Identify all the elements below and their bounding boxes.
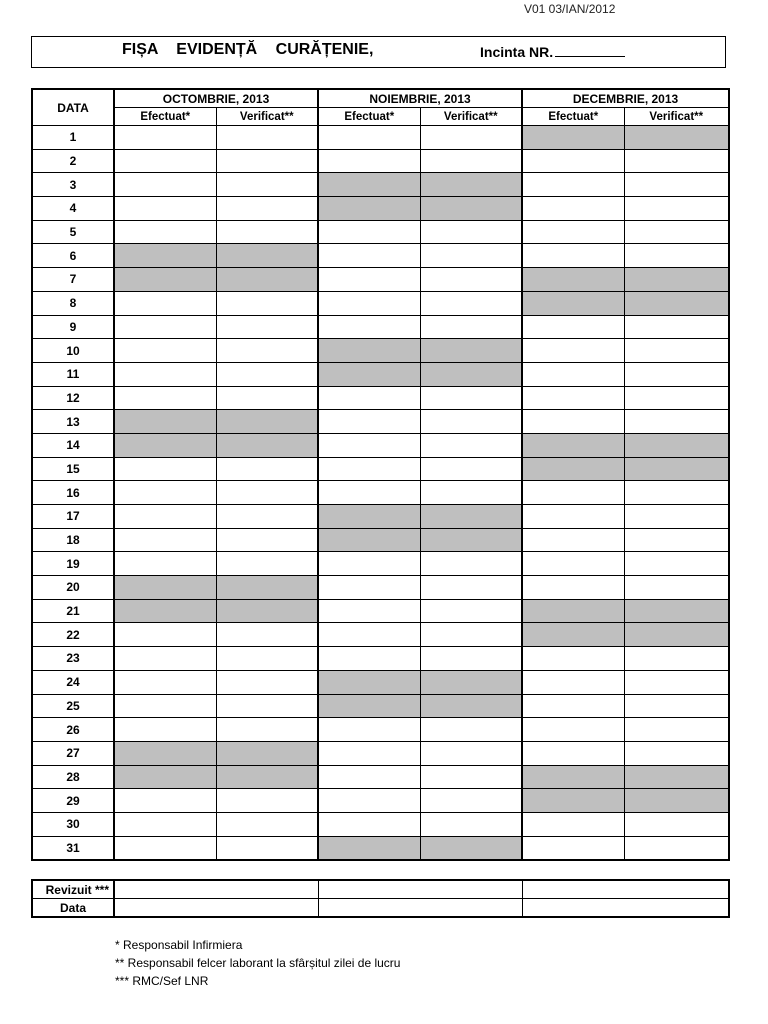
december-verificat-cell	[624, 599, 729, 623]
october-efectuat-cell[interactable]	[114, 339, 216, 363]
day-number: 28	[32, 765, 114, 789]
november-verificat-cell	[420, 173, 522, 197]
october-verificat-cell	[216, 410, 318, 434]
december-verificat-cell[interactable]	[624, 694, 729, 718]
december-verificat-cell	[624, 457, 729, 481]
december-verificat-cell[interactable]	[624, 173, 729, 197]
december-efectuat-cell[interactable]	[522, 505, 624, 529]
table-row	[32, 149, 729, 173]
december-verificat-cell[interactable]	[624, 812, 729, 836]
day-number: 17	[32, 505, 114, 529]
table-row	[32, 741, 729, 765]
november-verificat-cell[interactable]	[420, 268, 522, 292]
december-efectuat-cell[interactable]	[522, 386, 624, 410]
december-efectuat-cell	[522, 789, 624, 813]
december-efectuat-cell[interactable]	[522, 647, 624, 671]
october-verificat-cell[interactable]	[216, 197, 318, 221]
revision-date-cell-december[interactable]	[522, 899, 729, 918]
table-row	[32, 647, 729, 671]
november-efectuat-cell[interactable]	[318, 457, 420, 481]
november-efectuat-cell[interactable]	[318, 433, 420, 457]
october-verificat-cell[interactable]	[216, 481, 318, 505]
title-box	[31, 36, 726, 68]
table-row	[32, 197, 729, 221]
november-efectuat-cell	[318, 694, 420, 718]
november-efectuat-cell	[318, 670, 420, 694]
november-efectuat-cell[interactable]	[318, 149, 420, 173]
december-efectuat-cell[interactable]	[522, 220, 624, 244]
november-efectuat-cell	[318, 197, 420, 221]
october-verificat-cell[interactable]	[216, 718, 318, 742]
day-number: 14	[32, 433, 114, 457]
october-verificat-cell[interactable]	[216, 173, 318, 197]
october-efectuat-cell[interactable]	[114, 528, 216, 552]
day-number: 12	[32, 386, 114, 410]
revizuit-cell-december[interactable]	[522, 880, 729, 899]
december-efectuat-cell[interactable]	[522, 718, 624, 742]
month-header-december: DECEMBRIE, 2013	[522, 89, 729, 108]
december-efectuat-cell	[522, 599, 624, 623]
version-label: V01 03/IAN/2012	[524, 2, 616, 16]
december-efectuat-cell[interactable]	[522, 197, 624, 221]
day-number: 26	[32, 718, 114, 742]
date-column-header: DATA	[32, 89, 114, 126]
october-efectuat-cell[interactable]	[114, 481, 216, 505]
october-verificat-cell[interactable]	[216, 812, 318, 836]
october-efectuat-cell[interactable]	[114, 623, 216, 647]
december-verificat-cell[interactable]	[624, 670, 729, 694]
december-verificat-cell[interactable]	[624, 220, 729, 244]
october-efectuat-cell	[114, 599, 216, 623]
day-number: 25	[32, 694, 114, 718]
november-efectuat-cell[interactable]	[318, 623, 420, 647]
october-efectuat-cell	[114, 741, 216, 765]
november-efectuat-cell[interactable]	[318, 552, 420, 576]
october-efectuat-cell[interactable]	[114, 812, 216, 836]
table-row	[32, 765, 729, 789]
october-efectuat-cell[interactable]	[114, 149, 216, 173]
december-efectuat-cell	[522, 623, 624, 647]
december-efectuat-cell[interactable]	[522, 315, 624, 339]
page-title: FIȘA EVIDENȚĂ CURĂȚENIE,	[122, 41, 374, 58]
sub-header-verificat: Verificat**	[624, 108, 729, 126]
december-verificat-cell[interactable]	[624, 505, 729, 529]
october-verificat-cell[interactable]	[216, 457, 318, 481]
december-efectuat-cell[interactable]	[522, 836, 624, 860]
november-efectuat-cell[interactable]	[318, 315, 420, 339]
revizuit-label: Revizuit ***	[32, 880, 114, 899]
november-efectuat-cell[interactable]	[318, 126, 420, 150]
december-efectuat-cell[interactable]	[522, 528, 624, 552]
month-header-october: OCTOMBRIE, 2013	[114, 89, 318, 108]
table-row	[32, 410, 729, 434]
december-efectuat-cell	[522, 457, 624, 481]
october-verificat-cell[interactable]	[216, 220, 318, 244]
table-row	[32, 481, 729, 505]
day-number: 8	[32, 291, 114, 315]
november-verificat-cell[interactable]	[420, 789, 522, 813]
october-verificat-cell[interactable]	[216, 386, 318, 410]
november-verificat-cell[interactable]	[420, 623, 522, 647]
table-row	[32, 552, 729, 576]
november-efectuat-cell[interactable]	[318, 268, 420, 292]
december-verificat-cell[interactable]	[624, 339, 729, 363]
november-verificat-cell[interactable]	[420, 481, 522, 505]
october-verificat-cell[interactable]	[216, 836, 318, 860]
table-row	[32, 505, 729, 529]
december-efectuat-cell[interactable]	[522, 552, 624, 576]
revision-date-label: Data	[32, 899, 114, 918]
december-efectuat-cell[interactable]	[522, 149, 624, 173]
december-verificat-cell[interactable]	[624, 718, 729, 742]
november-verificat-cell[interactable]	[420, 599, 522, 623]
november-verificat-cell[interactable]	[420, 765, 522, 789]
table-row	[32, 362, 729, 386]
november-efectuat-cell[interactable]	[318, 765, 420, 789]
december-efectuat-cell[interactable]	[522, 173, 624, 197]
october-efectuat-cell[interactable]	[114, 291, 216, 315]
october-verificat-cell[interactable]	[216, 339, 318, 363]
november-verificat-cell	[420, 505, 522, 529]
december-efectuat-cell[interactable]	[522, 410, 624, 434]
october-efectuat-cell[interactable]	[114, 457, 216, 481]
table-row	[32, 623, 729, 647]
december-efectuat-cell[interactable]	[522, 694, 624, 718]
october-efectuat-cell[interactable]	[114, 552, 216, 576]
october-verificat-cell	[216, 765, 318, 789]
december-verificat-cell[interactable]	[624, 244, 729, 268]
october-verificat-cell[interactable]	[216, 291, 318, 315]
october-efectuat-cell[interactable]	[114, 173, 216, 197]
november-verificat-cell[interactable]	[420, 291, 522, 315]
revizuit-cell-november[interactable]	[318, 880, 522, 899]
day-number: 7	[32, 268, 114, 292]
footnote: ** Responsabil felcer laborant la sfârșitul zilei de lucru	[115, 956, 401, 970]
day-number: 29	[32, 789, 114, 813]
december-verificat-cell[interactable]	[624, 410, 729, 434]
november-verificat-cell[interactable]	[420, 149, 522, 173]
november-efectuat-cell[interactable]	[318, 410, 420, 434]
table-row	[32, 291, 729, 315]
october-efectuat-cell	[114, 410, 216, 434]
december-verificat-cell[interactable]	[624, 741, 729, 765]
october-efectuat-cell[interactable]	[114, 505, 216, 529]
december-verificat-cell[interactable]	[624, 647, 729, 671]
december-efectuat-cell[interactable]	[522, 362, 624, 386]
day-number: 1	[32, 126, 114, 150]
sub-header-efectuat: Efectuat*	[318, 108, 420, 126]
october-verificat-cell	[216, 433, 318, 457]
table-row	[32, 315, 729, 339]
december-verificat-cell	[624, 765, 729, 789]
november-verificat-cell[interactable]	[420, 741, 522, 765]
day-number: 27	[32, 741, 114, 765]
december-efectuat-cell[interactable]	[522, 812, 624, 836]
sub-header-verificat: Verificat**	[216, 108, 318, 126]
october-efectuat-cell[interactable]	[114, 220, 216, 244]
day-number: 19	[32, 552, 114, 576]
october-efectuat-cell[interactable]	[114, 670, 216, 694]
november-efectuat-cell[interactable]	[318, 291, 420, 315]
november-verificat-cell[interactable]	[420, 220, 522, 244]
december-verificat-cell	[624, 789, 729, 813]
table-row	[32, 457, 729, 481]
october-verificat-cell[interactable]	[216, 362, 318, 386]
october-verificat-cell[interactable]	[216, 694, 318, 718]
november-verificat-cell	[420, 197, 522, 221]
november-efectuat-cell[interactable]	[318, 789, 420, 813]
december-efectuat-cell[interactable]	[522, 741, 624, 765]
november-verificat-cell[interactable]	[420, 315, 522, 339]
october-verificat-cell[interactable]	[216, 528, 318, 552]
november-verificat-cell	[420, 362, 522, 386]
day-number: 5	[32, 220, 114, 244]
november-efectuat-cell	[318, 339, 420, 363]
day-number: 18	[32, 528, 114, 552]
october-verificat-cell	[216, 268, 318, 292]
october-efectuat-cell	[114, 765, 216, 789]
october-verificat-cell[interactable]	[216, 670, 318, 694]
table-row	[32, 694, 729, 718]
december-verificat-cell	[624, 433, 729, 457]
table-row	[32, 433, 729, 457]
november-efectuat-cell[interactable]	[318, 576, 420, 600]
november-verificat-cell	[420, 670, 522, 694]
table-row	[32, 528, 729, 552]
table-row	[32, 386, 729, 410]
table-row	[32, 126, 729, 150]
october-verificat-cell[interactable]	[216, 315, 318, 339]
table-row	[32, 670, 729, 694]
december-efectuat-cell[interactable]	[522, 339, 624, 363]
december-efectuat-cell[interactable]	[522, 244, 624, 268]
day-number: 24	[32, 670, 114, 694]
october-efectuat-cell[interactable]	[114, 386, 216, 410]
table-row	[32, 789, 729, 813]
december-verificat-cell[interactable]	[624, 362, 729, 386]
november-efectuat-cell	[318, 528, 420, 552]
table-row	[32, 339, 729, 363]
day-rows	[32, 126, 729, 861]
day-number: 4	[32, 197, 114, 221]
november-efectuat-cell[interactable]	[318, 812, 420, 836]
day-number: 22	[32, 623, 114, 647]
october-efectuat-cell[interactable]	[114, 126, 216, 150]
november-efectuat-cell[interactable]	[318, 741, 420, 765]
october-verificat-cell[interactable]	[216, 149, 318, 173]
december-verificat-cell[interactable]	[624, 386, 729, 410]
october-efectuat-cell[interactable]	[114, 315, 216, 339]
day-number: 30	[32, 812, 114, 836]
november-verificat-cell[interactable]	[420, 126, 522, 150]
october-efectuat-cell[interactable]	[114, 647, 216, 671]
december-efectuat-cell[interactable]	[522, 670, 624, 694]
november-verificat-cell[interactable]	[420, 647, 522, 671]
october-verificat-cell[interactable]	[216, 126, 318, 150]
october-verificat-cell[interactable]	[216, 552, 318, 576]
october-efectuat-cell[interactable]	[114, 836, 216, 860]
october-efectuat-cell	[114, 268, 216, 292]
december-verificat-cell[interactable]	[624, 197, 729, 221]
november-efectuat-cell[interactable]	[318, 718, 420, 742]
november-verificat-cell[interactable]	[420, 576, 522, 600]
october-verificat-cell	[216, 244, 318, 268]
footnote: *** RMC/Sef LNR	[115, 974, 209, 988]
month-header-november: NOIEMBRIE, 2013	[318, 89, 522, 108]
december-verificat-cell	[624, 623, 729, 647]
november-verificat-cell	[420, 836, 522, 860]
day-number: 15	[32, 457, 114, 481]
november-efectuat-cell	[318, 836, 420, 860]
table-row	[32, 576, 729, 600]
december-efectuat-cell[interactable]	[522, 481, 624, 505]
november-verificat-cell[interactable]	[420, 552, 522, 576]
november-efectuat-cell[interactable]	[318, 220, 420, 244]
october-verificat-cell	[216, 576, 318, 600]
table-row	[32, 718, 729, 742]
december-verificat-cell[interactable]	[624, 836, 729, 860]
table-row	[32, 244, 729, 268]
november-verificat-cell	[420, 528, 522, 552]
december-verificat-cell[interactable]	[624, 528, 729, 552]
table-row	[32, 836, 729, 860]
november-verificat-cell[interactable]	[420, 410, 522, 434]
november-verificat-cell[interactable]	[420, 457, 522, 481]
day-number: 16	[32, 481, 114, 505]
december-efectuat-cell	[522, 433, 624, 457]
day-number: 20	[32, 576, 114, 600]
revision-table	[31, 879, 730, 918]
november-verificat-cell[interactable]	[420, 433, 522, 457]
day-number: 10	[32, 339, 114, 363]
october-verificat-cell[interactable]	[216, 647, 318, 671]
day-number: 31	[32, 836, 114, 860]
november-efectuat-cell[interactable]	[318, 647, 420, 671]
october-efectuat-cell[interactable]	[114, 694, 216, 718]
december-verificat-cell	[624, 291, 729, 315]
day-number: 23	[32, 647, 114, 671]
table-row	[32, 812, 729, 836]
october-verificat-cell	[216, 599, 318, 623]
october-verificat-cell	[216, 741, 318, 765]
october-efectuat-cell[interactable]	[114, 718, 216, 742]
october-efectuat-cell	[114, 244, 216, 268]
day-number: 2	[32, 149, 114, 173]
december-verificat-cell[interactable]	[624, 315, 729, 339]
day-number: 21	[32, 599, 114, 623]
october-efectuat-cell	[114, 433, 216, 457]
footnotes	[115, 936, 400, 990]
november-verificat-cell[interactable]	[420, 386, 522, 410]
december-verificat-cell[interactable]	[624, 576, 729, 600]
december-verificat-cell[interactable]	[624, 552, 729, 576]
october-efectuat-cell[interactable]	[114, 197, 216, 221]
incinta-label: Incinta NR.	[480, 44, 554, 60]
november-efectuat-cell	[318, 173, 420, 197]
october-efectuat-cell	[114, 576, 216, 600]
december-efectuat-cell	[522, 291, 624, 315]
october-verificat-cell[interactable]	[216, 505, 318, 529]
december-verificat-cell	[624, 126, 729, 150]
november-efectuat-cell	[318, 362, 420, 386]
incinta-field	[480, 44, 625, 60]
october-efectuat-cell[interactable]	[114, 362, 216, 386]
sub-header-verificat: Verificat**	[420, 108, 522, 126]
footnote: * Responsabil Infirmiera	[115, 938, 243, 952]
november-efectuat-cell[interactable]	[318, 481, 420, 505]
day-number: 11	[32, 362, 114, 386]
october-efectuat-cell[interactable]	[114, 789, 216, 813]
incinta-blank-line[interactable]	[555, 44, 625, 57]
november-verificat-cell	[420, 339, 522, 363]
november-verificat-cell	[420, 694, 522, 718]
december-efectuat-cell	[522, 126, 624, 150]
november-verificat-cell[interactable]	[420, 718, 522, 742]
december-verificat-cell	[624, 268, 729, 292]
december-efectuat-cell[interactable]	[522, 576, 624, 600]
day-number: 6	[32, 244, 114, 268]
november-efectuat-cell[interactable]	[318, 386, 420, 410]
december-verificat-cell[interactable]	[624, 149, 729, 173]
table-row	[32, 599, 729, 623]
revision-date-cell-november[interactable]	[318, 899, 522, 918]
november-verificat-cell[interactable]	[420, 812, 522, 836]
november-efectuat-cell[interactable]	[318, 244, 420, 268]
table-row	[32, 173, 729, 197]
december-efectuat-cell	[522, 268, 624, 292]
cleaning-log-table	[31, 88, 730, 861]
november-efectuat-cell[interactable]	[318, 599, 420, 623]
revizuit-cell-october[interactable]	[114, 880, 318, 899]
sub-header-efectuat: Efectuat*	[114, 108, 216, 126]
december-verificat-cell[interactable]	[624, 481, 729, 505]
day-number: 3	[32, 173, 114, 197]
october-verificat-cell[interactable]	[216, 623, 318, 647]
december-efectuat-cell	[522, 765, 624, 789]
november-verificat-cell[interactable]	[420, 244, 522, 268]
day-number: 13	[32, 410, 114, 434]
table-row	[32, 220, 729, 244]
day-number: 9	[32, 315, 114, 339]
table-row	[32, 268, 729, 292]
november-efectuat-cell	[318, 505, 420, 529]
october-verificat-cell[interactable]	[216, 789, 318, 813]
revision-date-cell-october[interactable]	[114, 899, 318, 918]
sub-header-efectuat: Efectuat*	[522, 108, 624, 126]
